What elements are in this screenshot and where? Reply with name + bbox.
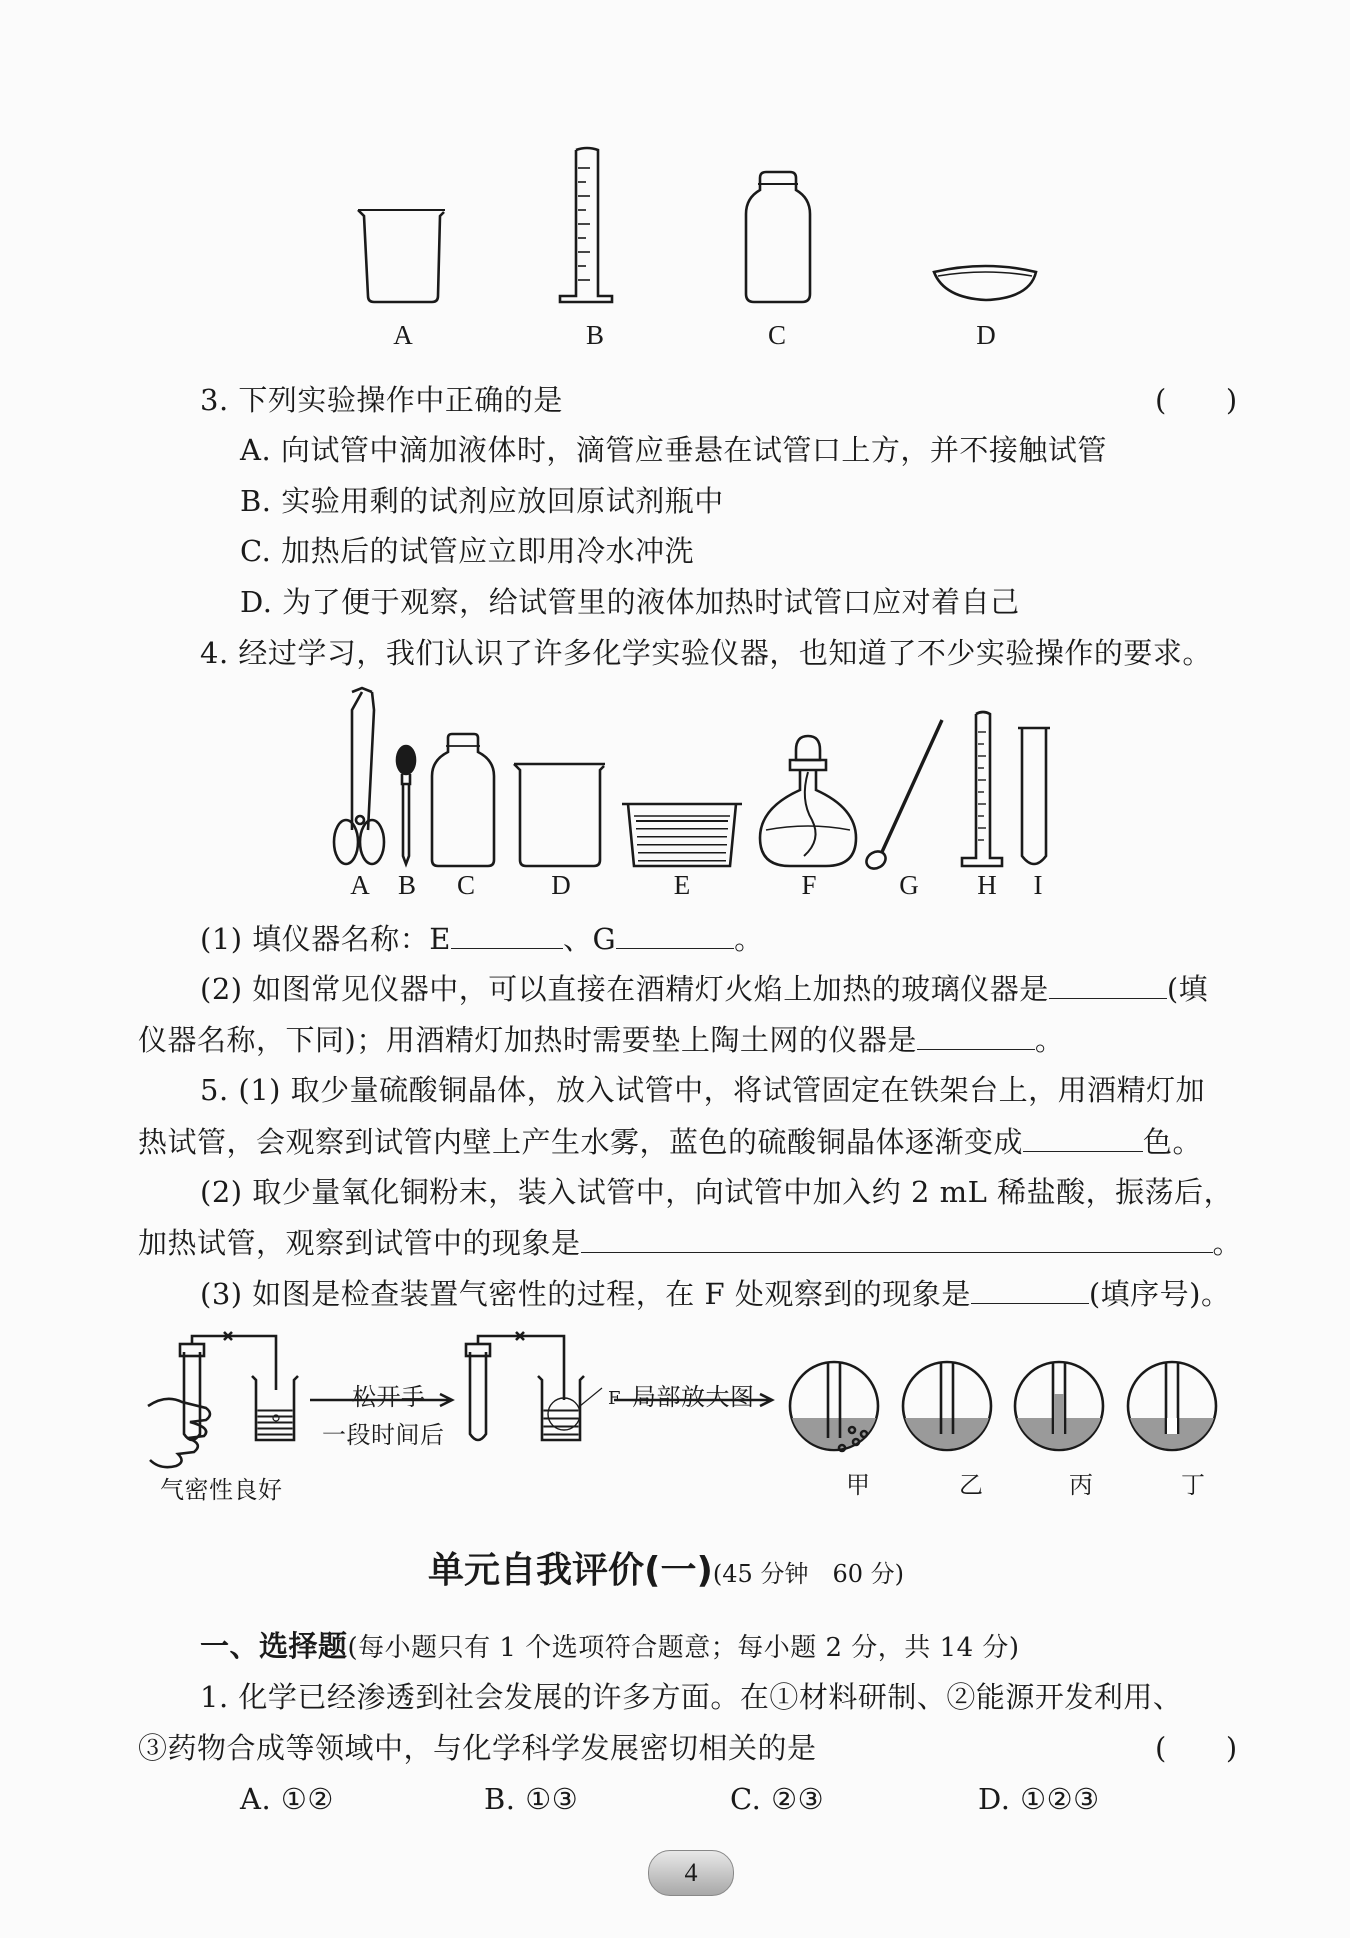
q3-option-a: A. 向试管中滴加液体时，滴管应垂悬在试管口上方，并不接触试管 <box>240 433 1107 467</box>
answer-blank[interactable] <box>581 1222 1213 1253</box>
magnified-circle-bing <box>1015 1362 1103 1450</box>
dropper-icon <box>397 746 415 864</box>
fig3-circle-label: 乙 <box>959 1471 984 1499</box>
fig3-arrow1-top: 松开手 <box>352 1383 426 1411</box>
fig2-label: E <box>673 870 691 900</box>
q3-stem: 3. 下列实验操作中正确的是 <box>200 383 563 417</box>
answer-blank[interactable] <box>451 918 563 949</box>
figure-apparatus-1 <box>0 110 1350 410</box>
q1-answer-paren: ( ) <box>1155 1731 1238 1765</box>
q4-part2-text: (2) 如图常见仪器中，可以直接在酒精灯火焰上加热的玻璃仪器是 <box>200 972 1049 1006</box>
fig3-caption: 气密性良好 <box>160 1476 283 1504</box>
alcohol-lamp-icon <box>760 736 856 866</box>
q5-part1-text: 色。 <box>1143 1125 1203 1159</box>
q1-option-c: C. ②③ <box>730 1782 825 1816</box>
q1-option-b: B. ①③ <box>484 1782 579 1816</box>
q4-stem: 4. 经过学习，我们认识了许多化学实验仪器，也知道了不少实验操作的要求。 <box>200 636 1212 670</box>
figure-apparatus-2 <box>0 680 1350 880</box>
q4-part2-line2 <box>138 1019 1064 1060</box>
q1-option-d: D. ①②③ <box>978 1782 1100 1816</box>
q1-option-a: A. ①② <box>240 1782 334 1816</box>
fig1-label: D <box>976 320 996 350</box>
q5-part3-text: (填序号)。 <box>1088 1277 1231 1311</box>
q4-part2-text: (填 <box>1166 972 1209 1006</box>
q5-part2-text: 加热试管，观察到试管中的现象是 <box>138 1226 581 1260</box>
beaker-icon <box>358 210 444 302</box>
fig1-label: C <box>767 320 786 350</box>
part-heading <box>200 1626 1020 1668</box>
q3-option-d: D. 为了便于观察，给试管里的液体加热时试管口应对着自己 <box>240 585 1020 619</box>
section-meta: (45 分钟 60 分) <box>712 1560 904 1588</box>
q5-part1-line2 <box>138 1121 1202 1162</box>
tube-setup-icon <box>466 1332 584 1440</box>
q1-line2: ③药物合成等领域中，与化学科学发展密切相关的是 <box>138 1731 817 1765</box>
q5-part2-text: 。 <box>1212 1226 1243 1260</box>
q4-part1-text: (1) 填仪器名称：E <box>200 922 451 956</box>
q4-part1-text: 、G <box>562 922 617 956</box>
q4-part2-text: 。 <box>1034 1023 1065 1057</box>
answer-blank[interactable] <box>1023 1121 1143 1152</box>
q4-part1-text: 。 <box>734 922 764 956</box>
test-tube-icon <box>1018 728 1050 864</box>
evaporating-dish-icon <box>934 266 1036 300</box>
fig3-arrow1-bottom: 一段时间后 <box>322 1421 445 1449</box>
answer-blank[interactable] <box>971 1273 1089 1304</box>
page-number: 4 <box>648 1850 734 1896</box>
fig3-f-label: F <box>608 1388 621 1409</box>
answer-blank[interactable] <box>616 918 734 949</box>
section-title <box>428 1542 904 1593</box>
fig2-label: G <box>899 870 919 900</box>
q5-part2-line1: (2) 取少量氧化铜粉末，装入试管中，向试管中加入约 2 mL 稀盐酸，振荡后， <box>200 1175 1234 1209</box>
q5-part2-line2 <box>138 1222 1242 1263</box>
fig3-circle-label: 丁 <box>1181 1471 1206 1499</box>
q4-part2-line1 <box>200 968 1208 1009</box>
q3-answer-paren: ( ) <box>1155 383 1238 417</box>
magnified-circle-jia <box>790 1362 878 1451</box>
fig3-circle-label: 丙 <box>1069 1471 1094 1499</box>
q4-part1 <box>200 918 764 959</box>
part-heading-note: (每小题只有 1 个选项符合题意；每小题 2 分，共 14 分) <box>347 1633 1020 1663</box>
answer-blank[interactable] <box>1049 968 1167 999</box>
q5-part1-text: 热试管，会观察到试管内壁上产生水雾，蓝色的硫酸铜晶体逐渐变成 <box>138 1125 1024 1159</box>
answer-blank[interactable] <box>917 1019 1035 1050</box>
magnified-circle-yi <box>903 1362 991 1450</box>
q3-option-b: B. 实验用剩的试剂应放回原试剂瓶中 <box>240 484 724 518</box>
fig2-label: A <box>350 870 370 900</box>
fig3-arrow2-top: 局部放大图 <box>632 1383 755 1411</box>
part-heading-bold: 一、选择题 <box>200 1629 348 1663</box>
q5-part3-text: (3) 如图是检查装置气密性的过程，在 F 处观察到的现象是 <box>200 1277 971 1311</box>
fig1-label: A <box>393 320 413 350</box>
q5-part3 <box>200 1273 1231 1314</box>
fig2-label: I <box>1033 870 1043 900</box>
fig2-label: D <box>551 870 571 900</box>
graduated-cylinder-icon <box>962 712 1002 866</box>
fig2-label: B <box>397 870 416 900</box>
beaker-icon <box>514 764 605 866</box>
fig2-label: C <box>456 870 475 900</box>
fig2-label: H <box>977 870 997 900</box>
crucible-tongs-icon <box>334 688 384 864</box>
fig3-circle-label: 甲 <box>846 1471 871 1499</box>
graduated-cylinder-icon <box>560 148 612 302</box>
reagent-bottle-icon <box>746 172 810 302</box>
q1-line1: 1. 化学已经渗透到社会发展的许多方面。在①材料研制、②能源开发利用、 <box>200 1680 1183 1714</box>
q5-part1-line1: 5. (1) 取少量硫酸铜晶体，放入试管中，将试管固定在铁架台上，用酒精灯加 <box>200 1073 1206 1107</box>
fig2-label: F <box>801 870 817 900</box>
wide-mouth-bottle-icon <box>432 734 494 866</box>
fig1-label: B <box>585 320 604 350</box>
magnified-circle-ding <box>1128 1362 1216 1450</box>
q4-part2-text: 仪器名称，下同)；用酒精灯加热时需要垫上陶土网的仪器是 <box>138 1023 917 1057</box>
water-trough-icon <box>622 804 742 866</box>
section-title-text: 单元自我评价(一) <box>428 1550 713 1591</box>
spatula-icon <box>863 720 942 872</box>
q3-option-c: C. 加热后的试管应立即用冷水冲洗 <box>240 534 695 568</box>
